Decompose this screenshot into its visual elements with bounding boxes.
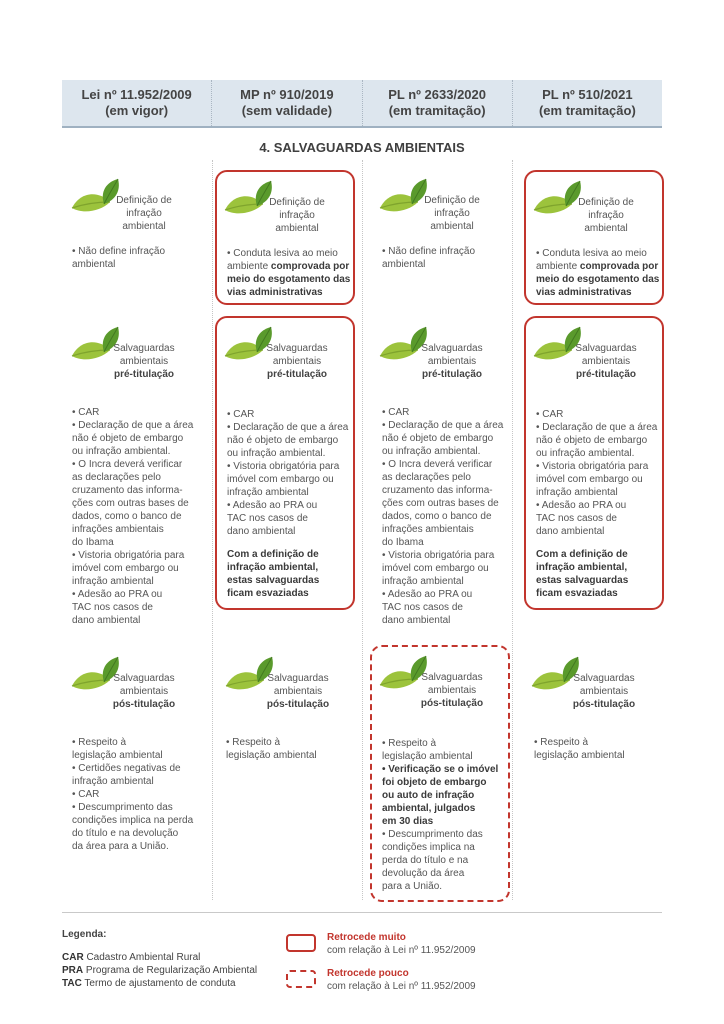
card-title: Salvaguardas ambientais pré-titulação [113, 343, 175, 380]
card-title: Salvaguardas ambientais pré-titulação [266, 343, 328, 380]
card-r3-c4 [524, 648, 664, 778]
header-pl-2633 [362, 80, 512, 126]
card-text: • CAR • Declaração de que a área não é objeto de embargo ou infração ambiental. • Vistoria obrigatória para imóvel com embargo ou infração ambiental • Adesão ao PRA ou TAC nos casos de dano ambiental [227, 409, 349, 537]
header-line2: (em tramitação) [538, 103, 636, 118]
card-text: • CAR • Declaração de que a área não é objeto de embargo ou infração ambiental. • O Incra deverá verificar as declarações pelo cruzamento das informa- ções com outras bases de dados, como o banco de infrações ambientais do Ibama • Vistoria obrigatória para imóvel com embargo ou infração ambiental • Adesão ao PRA ou TAC nos casos de dano ambiental [382, 407, 504, 626]
card-title: Salvaguardas ambientais pré-titulação [575, 343, 637, 380]
column-divider [212, 160, 213, 900]
card-title: Definição de infração ambiental [578, 197, 634, 234]
card-r1-c4 [524, 170, 664, 305]
card-text: • Respeito à legislação ambiental [382, 738, 473, 762]
card-title: Salvaguardas ambientais pré-titulação [421, 343, 483, 380]
card-r3-c3 [370, 645, 510, 902]
card-text: • Descumprimento das condições implica na perda do título e na devolução da área para a União. [382, 829, 483, 892]
column-divider [362, 160, 363, 900]
header-mp-910 [211, 80, 361, 126]
card-r3-c1 [64, 648, 210, 858]
card-r2-c2 [215, 316, 355, 610]
card-title: Salvaguardas ambientais pós-titulação [420, 672, 484, 709]
header-line2: (em vigor) [105, 103, 169, 118]
card-text: • Respeito à legislação ambiental • Certidões negativas de infração ambiental • CAR • Descumprimento das condições implica na perda do título e na devolução da área para a União. [72, 737, 194, 852]
column-divider [512, 160, 513, 900]
card-note: Com a definição de infração ambiental, estas salvaguardas ficam esvaziadas [227, 549, 320, 599]
header-lei-11952 [62, 80, 211, 126]
legend-item: PRA Programa de Regularização Ambiental [62, 965, 258, 976]
card-r3-c2 [218, 648, 358, 778]
card-r2-c1 [64, 318, 210, 638]
card-text-bold: • Verificação se o imóvel foi objeto de embargo ou auto de infração ambiental, julgados em 30 dias [382, 764, 499, 827]
card-text: • Conduta lesiva ao meio ambiente comprovada por meio do esgotamento das vias administrativas [536, 248, 660, 298]
legend-solid-box [286, 934, 316, 952]
card-text: • Não define infração ambiental [382, 246, 476, 270]
card-title: Definição de infração ambiental [116, 195, 172, 232]
card-text: • Não define infração ambiental [72, 246, 166, 270]
legend [62, 928, 257, 990]
card-title: Salvaguardas ambientais pós-titulação [572, 673, 636, 710]
divider [62, 912, 662, 913]
card-title: Definição de infração ambiental [424, 195, 480, 232]
legend-title: Legenda: [62, 929, 107, 940]
header-line1: Lei nº 11.952/2009 [81, 87, 192, 102]
card-r1-c1 [64, 170, 210, 300]
card-r2-c3 [372, 318, 512, 638]
legend-dashed-box [286, 970, 316, 988]
card-r2-c4 [524, 316, 664, 610]
card-text: • Respeito à legislação ambiental [226, 737, 317, 761]
card-title: Salvaguardas ambientais pós-titulação [266, 673, 330, 710]
header-pl-510 [512, 80, 662, 126]
card-title: Salvaguardas ambientais pós-titulação [112, 673, 176, 710]
card-text: • Conduta lesiva ao meio ambiente comprovada por meio do esgotamento das vias administrativas [227, 248, 351, 298]
header-line2: (em tramitação) [388, 103, 486, 118]
legend-weak: Retrocede pouco com relação à Lei nº 11.952/2009 [327, 968, 476, 992]
legend-strong: Retrocede muito com relação à Lei nº 11.952/2009 [327, 932, 476, 956]
comparison-header [62, 80, 662, 128]
card-r1-c3 [372, 170, 512, 300]
legend-item: TAC Termo de ajustamento de conduta [62, 978, 236, 989]
card-r1-c2 [215, 170, 355, 305]
card-note: Com a definição de infração ambiental, estas salvaguardas ficam esvaziadas [536, 549, 629, 599]
card-title: Definição de infração ambiental [269, 197, 325, 234]
header-line2: (sem validade) [241, 103, 333, 118]
header-line1: MP nº 910/2019 [240, 87, 334, 102]
card-text: • CAR • Declaração de que a área não é objeto de embargo ou infração ambiental. • O Incra deverá verificar as declarações pelo cruzamento das informa- ções com outras bases de dados, como o banco de infrações ambientais do Ibama • Vistoria obrigatória para imóvel com embargo ou infração ambiental • Adesão ao PRA ou TAC nos casos de dano ambiental [72, 407, 194, 626]
card-text: • Respeito à legislação ambiental [534, 737, 625, 761]
section-title: 4. SALVAGUARDAS AMBIENTAIS [259, 140, 465, 155]
header-line1: PL nº 510/2021 [542, 87, 633, 102]
card-text: • CAR • Declaração de que a área não é objeto de embargo ou infração ambiental. • Vistoria obrigatória para imóvel com embargo ou infração ambiental • Adesão ao PRA ou TAC nos casos de dano ambiental [536, 409, 658, 537]
header-line1: PL nº 2633/2020 [388, 87, 486, 102]
legend-item: CAR Cadastro Ambiental Rural [62, 952, 201, 963]
